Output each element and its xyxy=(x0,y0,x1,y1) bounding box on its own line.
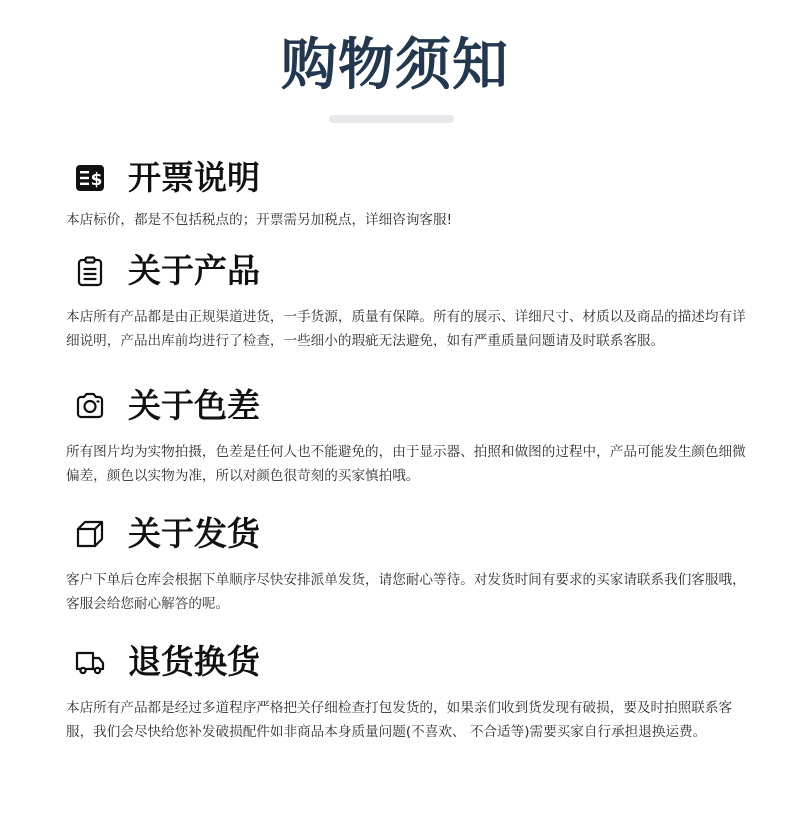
section-product xyxy=(66,248,746,353)
section-title: 退货换货 xyxy=(128,642,260,681)
section-body: 本店所有产品都是由正规渠道进货，一手货源，质量有保障。所有的展示、详细尺寸、材质以及商品的描述均有详细说明，产品出库前均进行了检查，一些细小的瑕疵无法避免，如有严重质量问题请及时联系客服。 xyxy=(66,309,746,349)
section-title: 开票说明 xyxy=(128,158,260,197)
svg-text:$: $ xyxy=(90,170,103,190)
title-underline xyxy=(329,115,454,123)
section-body: 客户下单后仓库会根据下单顺序尽快安排派单发货，请您耐心等待。对发货时间有要求的买家请联系我们客服哦，客服会给您耐心解答的呢。 xyxy=(66,572,746,612)
section-header xyxy=(66,639,746,685)
section-body: 本店所有产品都是经过多道程序严格把关仔细检查打包发货的，如果亲们收到货发现有破损，要及时拍照联系客服，我们会尽快给您补发破损配件如非商品本身质量问题(不喜欢、 不合适等)需要买家自行承担退换运费。 xyxy=(66,700,733,740)
truck-icon xyxy=(74,646,106,678)
camera-icon xyxy=(74,390,106,422)
section-color-difference xyxy=(66,383,746,488)
section-body: 本店标价，都是不包括税点的；开票需另加税点，详细咨询客服! xyxy=(66,212,453,228)
section-returns xyxy=(66,639,746,744)
clipboard-list-icon xyxy=(74,255,106,287)
section-title: 关于产品 xyxy=(128,251,260,290)
section-header xyxy=(66,511,746,557)
box-icon xyxy=(74,518,106,550)
section-header xyxy=(66,248,746,294)
invoice-dollar-icon xyxy=(74,162,106,194)
section-header xyxy=(66,383,746,429)
section-header xyxy=(66,155,746,201)
section-invoice xyxy=(66,155,746,232)
section-title: 关于发货 xyxy=(128,514,260,553)
page-title: 购物须知 xyxy=(281,33,509,98)
section-shipping xyxy=(66,511,746,616)
section-title: 关于色差 xyxy=(128,386,260,425)
section-body: 所有图片均为实物拍摄，色差是任何人也不能避免的，由于显示器、拍照和做图的过程中，产品可能发生颜色细微偏差，颜色以实物为准，所以对颜色很苛刻的买家慎拍哦。 xyxy=(66,444,746,484)
